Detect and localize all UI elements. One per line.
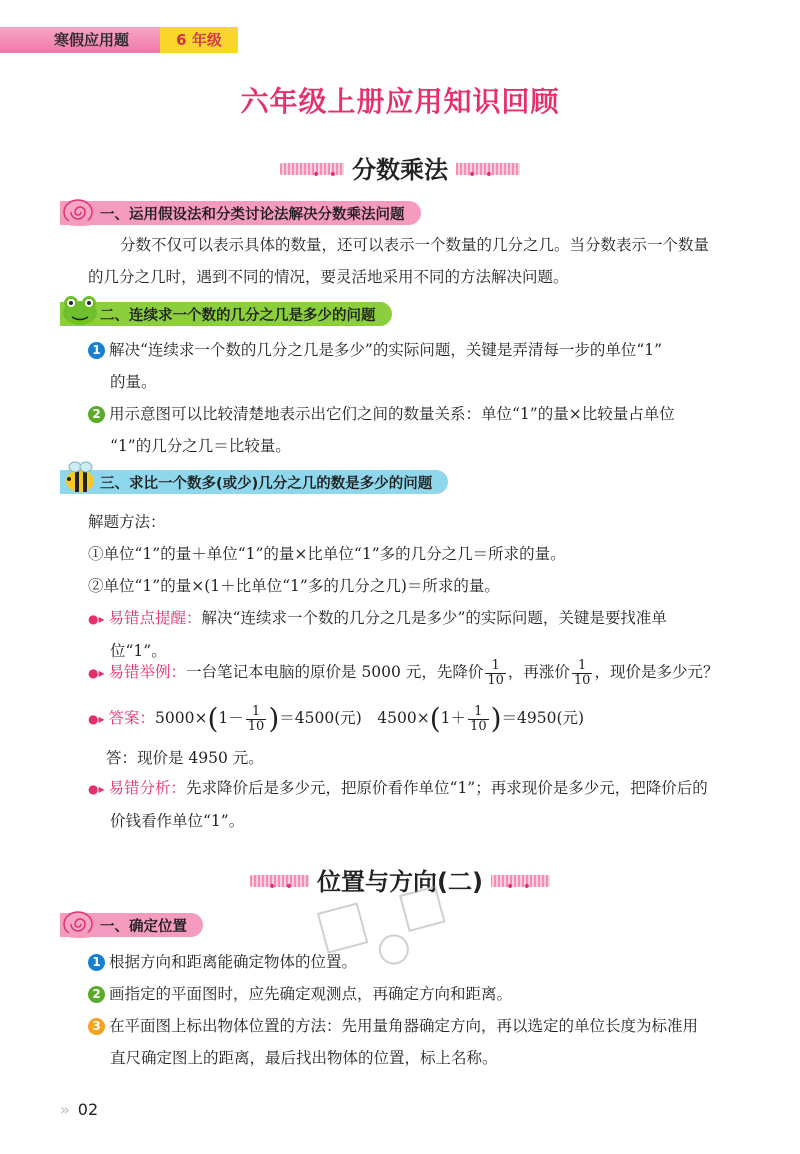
subsection-heading-locate <box>60 912 203 938</box>
item-text: 用示意图可以比较清楚地表示出它们之间的数量关系：单位“1”的量×比较量占单位 <box>109 405 675 423</box>
list-item <box>88 1010 778 1042</box>
item-text: 根据方向和距离能确定物体的位置。 <box>109 953 358 971</box>
number-badge: 2 <box>88 406 105 423</box>
answer-line: ●▸ 答案：5000×(1－ $\frac{1}{10}$ )＝4500(元) 4500×(1＋ $\frac{1}{10}$ )＝4950(元) <box>88 702 585 735</box>
method-label: 解题方法： <box>88 513 166 531</box>
subsection-title: 一、运用假设法和分类讨论法解决分数乘法问题 <box>60 201 421 225</box>
analysis-continuation: 价钱看作单位“1”。 <box>110 812 245 830</box>
subsection-title: 三、求比一个数多(或少)几分之几的数是多少的问题 <box>60 470 448 494</box>
subsection-heading-3 <box>60 469 448 495</box>
analysis-text: 先求降价后是多少元，把原价看作单位“1”；再求现价是多少元，把降价后的 <box>186 779 708 797</box>
subsection-heading-1 <box>60 200 421 226</box>
section-title: 位置与方向(二) <box>309 868 491 896</box>
tip-text: 解决“连续求一个数的几分之几是多少”的实际问题，关键是要找准单 <box>201 609 667 627</box>
error-analysis <box>88 772 778 837</box>
subsection-title: 一、确定位置 <box>60 913 203 937</box>
fraction: $\frac{1}{10}$ <box>247 703 265 734</box>
paragraph-intro <box>88 229 768 293</box>
item-text: 在平面图上标出物体位置的方法：先用量角器确定方向，再以选定的单位长度为标准用 <box>109 1017 699 1035</box>
subsection-title: 二、连续求一个数的几分之几是多少的问题 <box>60 302 392 326</box>
arrow-icon: ●▸ <box>88 666 105 680</box>
series-label: 寒假应用题 <box>0 27 160 53</box>
list-item <box>88 334 768 366</box>
banner-dots-right: • • <box>506 879 533 895</box>
item-continuation: 的量。 <box>110 373 157 391</box>
banner-dots-left: • • <box>268 879 295 895</box>
list-consecutive-fraction <box>88 334 768 462</box>
answer-statement: 答：现价是 4950 元。 <box>106 749 264 767</box>
item-continuation: “1”的几分之几＝比较量。 <box>110 437 291 455</box>
snail-icon <box>60 902 100 938</box>
error-example <box>88 656 778 689</box>
answer-label: 答案： <box>108 709 156 727</box>
tip-continuation: 位“1”。 <box>110 642 167 660</box>
grade-label: 6 年级 <box>160 27 238 53</box>
chevron-right-icon: » <box>60 1100 70 1119</box>
item-continuation: 直尺确定图上的距离，最后找出物体的位置，标上名称。 <box>110 1049 498 1067</box>
arrow-icon: ●▸ <box>88 612 105 626</box>
section-title: 分数乘法 <box>344 156 456 184</box>
list-item <box>88 398 768 430</box>
example-text: ，现价是多少元？ <box>594 663 719 681</box>
snail-icon <box>60 190 100 226</box>
frog-icon <box>60 291 100 327</box>
fraction: $\frac{1}{10}$ <box>573 657 591 688</box>
method-block <box>88 506 768 667</box>
example-text: 一台笔记本电脑的原价是 5000 元，先降价 <box>186 663 484 681</box>
arrow-icon: ●▸ <box>88 782 105 796</box>
method-2: ②单位“1”的量×(1＋比单位“1”多的几分之几)＝所求的量。 <box>88 577 500 595</box>
para-line-1: 分数不仅可以表示具体的数量，还可以表示一个数量的几分之几。当分数表示一个数量 <box>120 236 710 254</box>
bee-icon <box>60 459 100 495</box>
banner-dots-left: • • <box>312 167 339 183</box>
header-tab <box>0 27 238 53</box>
tip-label: 易错点提醒： <box>108 609 202 627</box>
tip-error-reminder <box>88 602 768 635</box>
method-1: ①单位“1”的量＋单位“1”的量×比单位“1”多的几分之几＝所求的量。 <box>88 545 566 563</box>
section-banner-fraction-multiplication <box>0 150 800 186</box>
page-number: » 02 <box>60 1100 99 1119</box>
number-badge: 2 <box>88 986 105 1003</box>
item-text: 解决“连续求一个数的几分之几是多少”的实际问题，关键是弄清每一步的单位“1” <box>109 341 663 359</box>
example-label: 易错举例： <box>108 663 187 681</box>
banner-dots-right: • • <box>468 167 495 183</box>
page-title: 六年级上册应用知识回顾 <box>240 85 560 118</box>
fraction: $\frac{1}{10}$ <box>487 657 504 688</box>
number-badge: 1 <box>88 342 105 359</box>
para-line-2: 的几分之几时，遇到不同的情况，要灵活地采用不同的方法解决问题。 <box>88 268 569 286</box>
arrow-icon: ●▸ <box>88 712 105 726</box>
analysis-label: 易错分析： <box>108 779 187 797</box>
list-item <box>88 978 778 1010</box>
example-text: ，再涨价 <box>507 663 570 681</box>
fraction: $\frac{1}{10}$ <box>470 703 487 734</box>
number-badge: 1 <box>88 954 105 971</box>
number-badge: 3 <box>88 1018 105 1035</box>
subsection-heading-2 <box>60 301 392 327</box>
item-text: 画指定的平面图时，应先确定观测点，再确定方向和距离。 <box>109 985 513 1003</box>
